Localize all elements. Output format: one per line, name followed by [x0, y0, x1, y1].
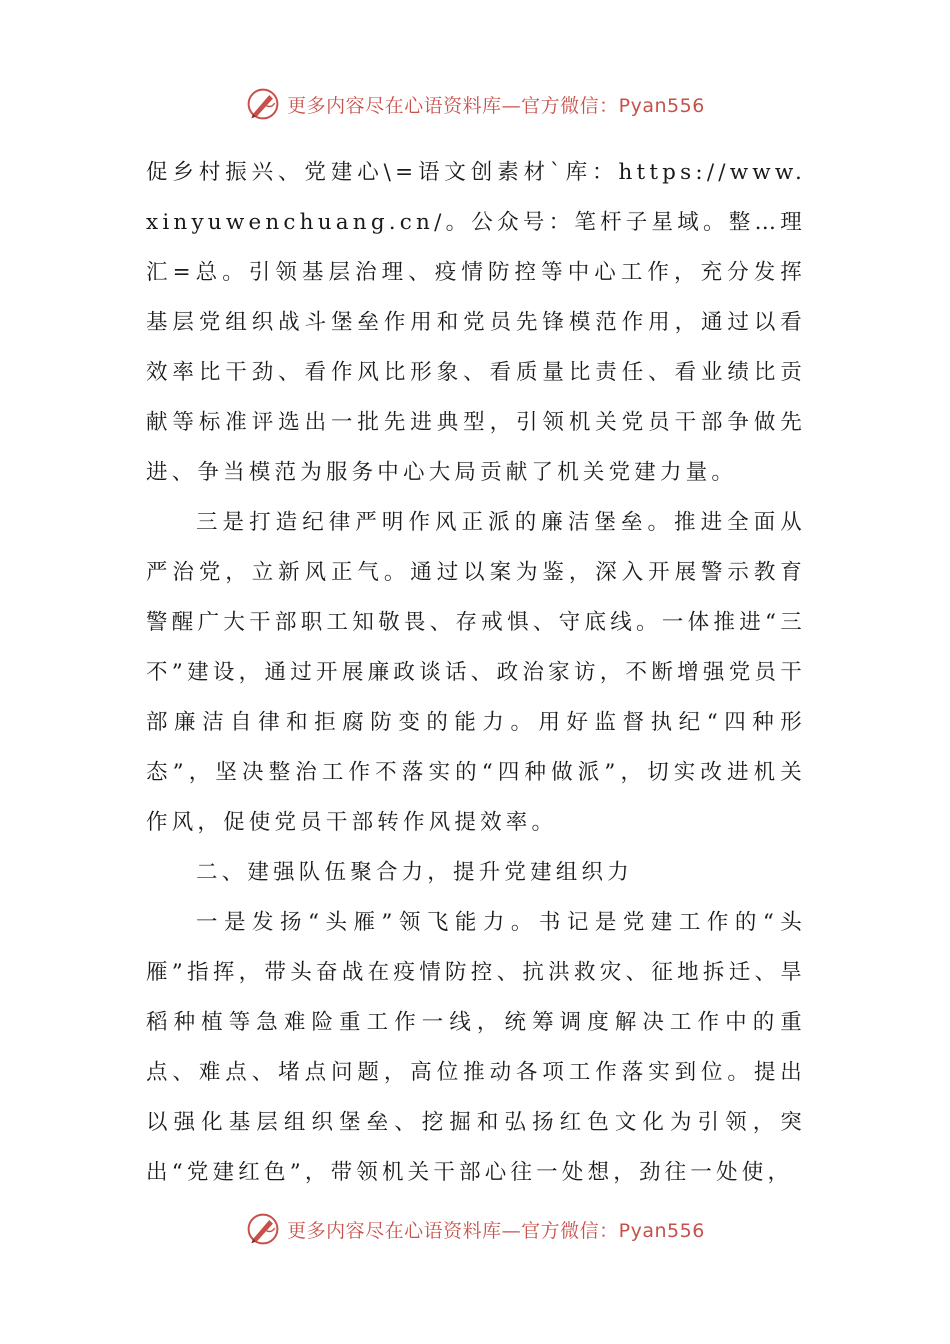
- paragraph-section-one: 一是发扬“头雁”领飞能力。书记是党建工作的“头雁”指挥，带头奋战在疫情防控、抗洪救灾、征地拆迁、旱稻种植等急难险重工作一线，统筹调度解决工作中的重点、难点、堵点问题，高位推动各项工作落实到位。提出以强化基层组织堡垒、挖掘和弘扬红色文化为引领，突出“党建红色”，带领机关干部心往一处想，劲往一处使，: [146, 910, 806, 1185]
- pen-logo-icon: [245, 1211, 281, 1247]
- watermark-text: 更多内容尽在心语资料库—官方微信：Pyan556: [287, 1219, 705, 1242]
- paragraph-continued: 促乡村振兴、党建心\=语文创素材`库：https://www.xinyuwenchuang.cn/。公众号：笔杆子星域。整…理汇=总。引领基层治理、疫情防控等中心工作，充分发挥基层党组织战斗堡垒作用和党员先锋模范作用，通过以看效率比干劲、看作风比形象、看质量比责任、看业绩比贡献等标准评选出一批先进典型，引领机关党员干部争做先进、争当模范为服务中心大局贡献了机关党建力量。: [146, 160, 806, 485]
- watermark-text: 更多内容尽在心语资料库—官方微信：Pyan556: [287, 94, 705, 117]
- wechat-id: Pyan556: [618, 1219, 705, 1242]
- footer-watermark: [0, 1209, 950, 1249]
- wechat-id: Pyan556: [618, 94, 705, 117]
- section-heading: 二、建强队伍聚合力，提升党建组织力: [196, 860, 633, 885]
- paragraph-section-three: 三是打造纪律严明作风正派的廉洁堡垒。推进全面从严治党，立新风正气。通过以案为鉴，深入开展警示教育警醒广大干部职工知敬畏、存戒惧、守底线。一体推进“三不”建设，通过开展廉政谈话、政治家访，不断增强党员干部廉洁自律和拒腐防变的能力。用好监督执纪“四种形态”，坚决整治工作不落实的“四种做派”，切实改进机关作风，促使党员干部转作风提效率。: [146, 510, 806, 835]
- pen-logo-icon: [245, 86, 281, 122]
- document-body: [146, 148, 806, 1198]
- header-watermark: [0, 84, 950, 124]
